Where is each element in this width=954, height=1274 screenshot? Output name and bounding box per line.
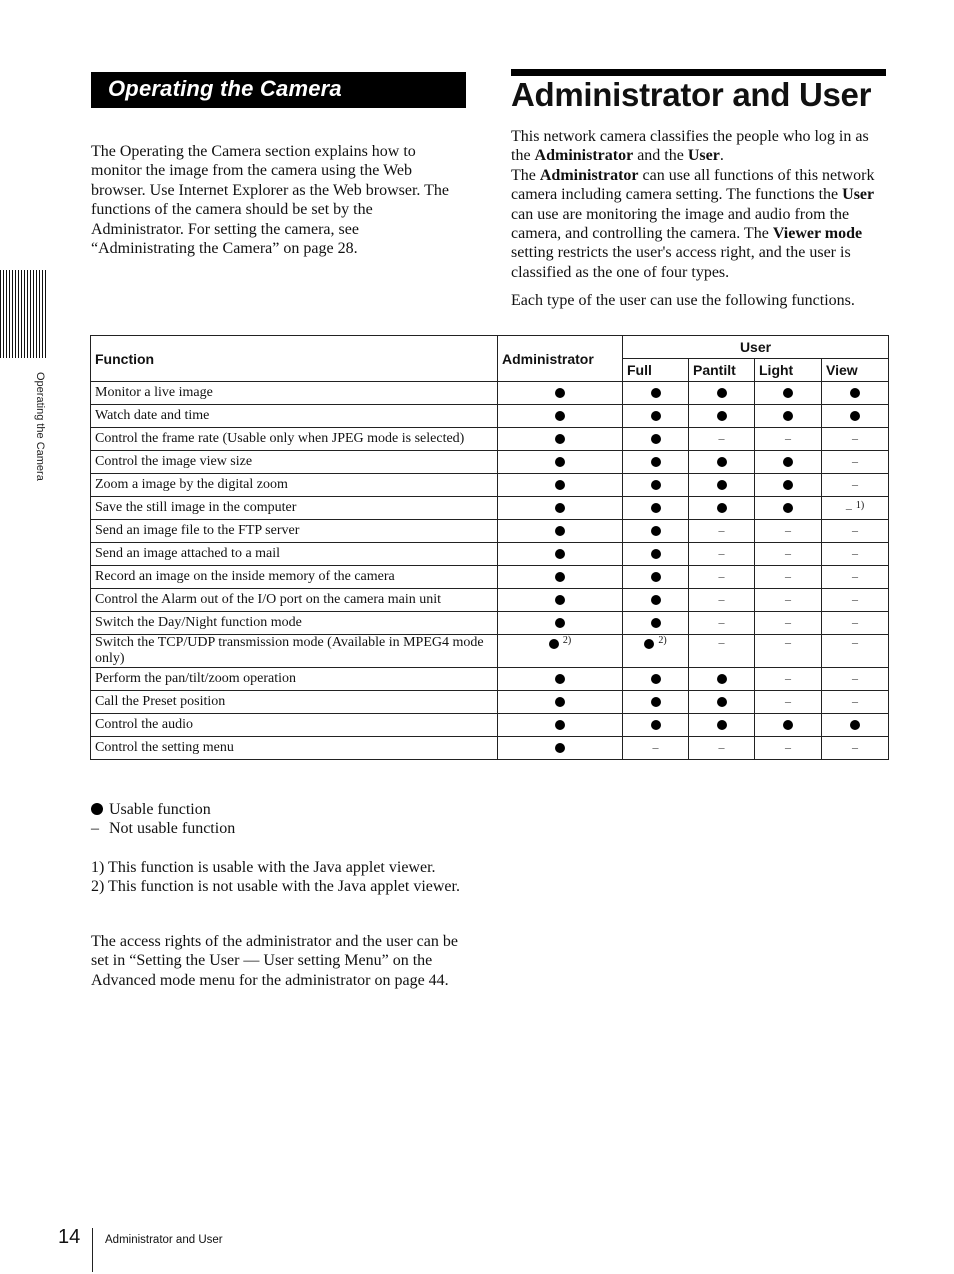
header-light: Light bbox=[755, 359, 822, 382]
filled-circle-icon bbox=[555, 503, 565, 513]
cell-full bbox=[623, 737, 689, 760]
filled-circle-icon bbox=[555, 595, 565, 605]
function-cell: Watch date and time bbox=[91, 405, 498, 428]
cell-full bbox=[623, 405, 689, 428]
side-tab-marker bbox=[0, 270, 46, 358]
cell-view bbox=[822, 451, 889, 474]
cell-pantilt bbox=[689, 451, 755, 474]
table-row bbox=[91, 543, 889, 566]
filled-circle-icon bbox=[783, 388, 793, 398]
table-row bbox=[91, 714, 889, 737]
cell-view bbox=[822, 635, 889, 668]
dash-mark: – bbox=[852, 477, 858, 491]
intro-text: can use are monitoring the image and audio from the camera, and controlling the camera. The bbox=[511, 205, 850, 243]
function-table bbox=[90, 335, 889, 760]
cell-administrator bbox=[498, 566, 623, 589]
cell-light bbox=[755, 474, 822, 497]
cell-full bbox=[623, 691, 689, 714]
table-row bbox=[91, 428, 889, 451]
filled-circle-icon bbox=[651, 697, 661, 707]
cell-view bbox=[822, 520, 889, 543]
cell-light bbox=[755, 612, 822, 635]
intro-bold-term: Administrator bbox=[539, 166, 639, 184]
cell-administrator bbox=[498, 543, 623, 566]
function-cell: Control the setting menu bbox=[91, 737, 498, 760]
filled-circle-icon bbox=[651, 595, 661, 605]
cell-administrator bbox=[498, 382, 623, 405]
dash-mark: – bbox=[785, 694, 791, 708]
cell-administrator bbox=[498, 497, 623, 520]
dash-mark: – bbox=[91, 820, 99, 837]
cell-view bbox=[822, 612, 889, 635]
filled-circle-icon bbox=[651, 674, 661, 684]
cell-light bbox=[755, 714, 822, 737]
function-cell: Send an image file to the FTP server bbox=[91, 520, 498, 543]
function-cell: Switch the TCP/UDP transmission mode (Available in MPEG4 mode only) bbox=[91, 635, 498, 668]
dash-mark: – bbox=[718, 592, 725, 606]
table-row bbox=[91, 612, 889, 635]
filled-circle-icon bbox=[850, 411, 860, 421]
cell-view bbox=[822, 566, 889, 589]
filled-circle-icon bbox=[717, 411, 727, 421]
filled-circle-icon bbox=[555, 457, 565, 467]
cell-pantilt bbox=[689, 543, 755, 566]
filled-circle-icon bbox=[651, 720, 661, 730]
cell-administrator bbox=[498, 691, 623, 714]
cell-light bbox=[755, 668, 822, 691]
section-heading: Operating the Camera bbox=[108, 76, 342, 101]
legend-usable bbox=[91, 800, 211, 819]
table-row bbox=[91, 474, 889, 497]
dash-mark: – bbox=[718, 523, 725, 537]
filled-circle-icon bbox=[783, 720, 793, 730]
function-cell: Control the Alarm out of the I/O port on the camera main unit bbox=[91, 589, 498, 612]
page-title: Administrator and User bbox=[511, 76, 872, 113]
filled-circle-icon bbox=[555, 720, 565, 730]
intro-bold-term: User bbox=[687, 147, 720, 165]
filled-circle-icon bbox=[651, 457, 661, 467]
cell-light bbox=[755, 543, 822, 566]
dash-mark: – bbox=[785, 615, 791, 629]
dash-mark: – bbox=[785, 740, 791, 754]
cell-light bbox=[755, 428, 822, 451]
filled-circle-icon bbox=[555, 549, 565, 559]
function-cell: Send an image attached to a mail bbox=[91, 543, 498, 566]
cell-administrator bbox=[498, 589, 623, 612]
cell-full bbox=[623, 589, 689, 612]
cell-pantilt bbox=[689, 589, 755, 612]
cell-pantilt bbox=[689, 474, 755, 497]
cell-light bbox=[755, 737, 822, 760]
cell-pantilt bbox=[689, 520, 755, 543]
cell-pantilt bbox=[689, 566, 755, 589]
filled-circle-icon bbox=[783, 503, 793, 513]
table-row bbox=[91, 635, 889, 668]
filled-circle-icon bbox=[717, 720, 727, 730]
filled-circle-icon bbox=[555, 434, 565, 444]
table-row bbox=[91, 737, 889, 760]
cell-pantilt bbox=[689, 714, 755, 737]
table-row bbox=[91, 691, 889, 714]
cell-pantilt bbox=[689, 668, 755, 691]
intro-bold-term: Viewer mode bbox=[772, 225, 863, 243]
cell-administrator bbox=[498, 428, 623, 451]
filled-circle-icon bbox=[555, 526, 565, 536]
filled-circle-icon bbox=[651, 572, 661, 582]
cell-pantilt bbox=[689, 405, 755, 428]
footnote-1: 1) This function is usable with the Java applet viewer. bbox=[91, 859, 436, 876]
cell-administrator bbox=[498, 520, 623, 543]
table-row bbox=[91, 497, 889, 520]
table-row bbox=[91, 382, 889, 405]
dash-mark: – bbox=[785, 671, 791, 685]
cell-administrator bbox=[498, 451, 623, 474]
intro-bold-term: User bbox=[842, 186, 875, 204]
dash-mark: – bbox=[785, 431, 791, 445]
filled-circle-icon bbox=[717, 480, 727, 490]
table-row bbox=[91, 520, 889, 543]
dash-mark: – bbox=[718, 546, 725, 560]
filled-circle-icon bbox=[717, 674, 727, 684]
dash-mark: – bbox=[852, 431, 858, 445]
dash-mark: – bbox=[718, 740, 725, 754]
filled-circle-icon bbox=[91, 803, 103, 815]
filled-circle-icon bbox=[651, 503, 661, 513]
intro-text: This network camera classifies the people who log in as the bbox=[511, 128, 869, 165]
cell-pantilt bbox=[689, 497, 755, 520]
filled-circle-icon bbox=[651, 388, 661, 398]
filled-circle-icon bbox=[651, 434, 661, 444]
filled-circle-icon bbox=[717, 388, 727, 398]
cell-light bbox=[755, 520, 822, 543]
cell-pantilt bbox=[689, 635, 755, 668]
dash-mark: – bbox=[718, 615, 725, 629]
dash-mark: – bbox=[718, 431, 725, 445]
cell-view bbox=[822, 589, 889, 612]
dash-mark: – bbox=[852, 615, 858, 629]
function-cell: Zoom a image by the digital zoom bbox=[91, 474, 498, 497]
cell-full bbox=[623, 520, 689, 543]
table-row bbox=[91, 589, 889, 612]
intro-text: . bbox=[719, 147, 724, 165]
function-cell: Perform the pan/tilt/zoom operation bbox=[91, 668, 498, 691]
cell-full bbox=[623, 612, 689, 635]
footer-divider bbox=[92, 1228, 93, 1272]
filled-circle-icon bbox=[549, 639, 559, 649]
filled-circle-icon bbox=[651, 411, 661, 421]
table-row bbox=[91, 668, 889, 691]
filled-circle-icon bbox=[850, 720, 860, 730]
cell-full bbox=[623, 451, 689, 474]
cell-pantilt bbox=[689, 382, 755, 405]
cell-light bbox=[755, 382, 822, 405]
function-cell: Monitor a live image bbox=[91, 382, 498, 405]
cell-view bbox=[822, 543, 889, 566]
filled-circle-icon bbox=[783, 480, 793, 490]
cell-full bbox=[623, 635, 689, 668]
header-user: User bbox=[623, 336, 889, 359]
cell-view bbox=[822, 497, 889, 520]
cell-view bbox=[822, 382, 889, 405]
intro-text: The bbox=[511, 166, 540, 184]
cell-full bbox=[623, 382, 689, 405]
cell-pantilt bbox=[689, 612, 755, 635]
footer-label: Administrator and User bbox=[105, 1234, 223, 1246]
header-full: Full bbox=[623, 359, 689, 382]
filled-circle-icon bbox=[555, 697, 565, 707]
cell-view bbox=[822, 714, 889, 737]
intro-text: setting restricts the user's access right, and the user is classified as the one of four types. bbox=[511, 244, 851, 281]
function-cell: Control the frame rate (Usable only when JPEG mode is selected) bbox=[91, 428, 498, 451]
filled-circle-icon bbox=[651, 549, 661, 559]
dash-mark: – bbox=[785, 569, 791, 583]
function-cell: Save the still image in the computer bbox=[91, 497, 498, 520]
cell-view bbox=[822, 405, 889, 428]
cell-full bbox=[623, 714, 689, 737]
cell-pantilt bbox=[689, 691, 755, 714]
cell-light bbox=[755, 497, 822, 520]
cell-full bbox=[623, 668, 689, 691]
legend-usable-label: Usable function bbox=[109, 801, 211, 818]
dash-mark: – bbox=[785, 523, 791, 537]
legend-not-usable-label: Not usable function bbox=[109, 820, 236, 837]
filled-circle-icon bbox=[555, 743, 565, 753]
section-heading-bar bbox=[91, 72, 466, 108]
filled-circle-icon bbox=[555, 411, 565, 421]
filled-circle-icon bbox=[555, 388, 565, 398]
filled-circle-icon bbox=[555, 618, 565, 628]
dash-mark: – bbox=[785, 546, 791, 560]
dash-mark: – bbox=[718, 635, 725, 649]
filled-circle-icon bbox=[717, 697, 727, 707]
table-body bbox=[91, 382, 889, 760]
dash-mark: – bbox=[852, 523, 858, 537]
table-row bbox=[91, 405, 889, 428]
filled-circle-icon bbox=[555, 480, 565, 490]
cell-full bbox=[623, 474, 689, 497]
function-cell: Control the audio bbox=[91, 714, 498, 737]
filled-circle-icon bbox=[717, 457, 727, 467]
dash-mark: – bbox=[785, 635, 791, 649]
function-cell: Call the Preset position bbox=[91, 691, 498, 714]
page-number: 14 bbox=[58, 1226, 81, 1248]
side-tab-label: Operating the Camera bbox=[34, 372, 46, 481]
dash-mark: – bbox=[652, 740, 659, 754]
cell-view bbox=[822, 737, 889, 760]
cell-light bbox=[755, 451, 822, 474]
cell-view bbox=[822, 668, 889, 691]
cell-pantilt bbox=[689, 737, 755, 760]
cell-administrator bbox=[498, 405, 623, 428]
cell-light bbox=[755, 635, 822, 668]
dash-mark: – bbox=[852, 454, 858, 468]
dash-mark: – bbox=[852, 592, 858, 606]
filled-circle-icon bbox=[783, 457, 793, 467]
cell-light bbox=[755, 589, 822, 612]
cell-administrator bbox=[498, 714, 623, 737]
dash-mark: – bbox=[852, 671, 858, 685]
dash-mark: – bbox=[852, 740, 858, 754]
footnote-ref: 1) bbox=[855, 499, 865, 511]
footnote-2: 2) This function is not usable with the Java applet viewer. bbox=[91, 878, 460, 895]
cell-full bbox=[623, 428, 689, 451]
legend-not-usable bbox=[91, 819, 235, 838]
intro-left-paragraph: The Operating the Camera section explains how to monitor the image from the camera using the Web browser. Use Internet Explorer as the Web browser. The functions of the camera should be set by the Administrator. For setting the camera, see “Administrating the Camera” on page 28. bbox=[91, 143, 450, 258]
dash-mark: – bbox=[852, 569, 858, 583]
cell-administrator bbox=[498, 668, 623, 691]
cell-administrator bbox=[498, 635, 623, 668]
cell-administrator bbox=[498, 737, 623, 760]
cell-light bbox=[755, 566, 822, 589]
cell-view bbox=[822, 428, 889, 451]
cell-full bbox=[623, 497, 689, 520]
filled-circle-icon bbox=[555, 674, 565, 684]
function-cell: Control the image view size bbox=[91, 451, 498, 474]
dash-mark: – bbox=[718, 569, 725, 583]
filled-circle-icon bbox=[555, 572, 565, 582]
dash-mark: – bbox=[852, 694, 858, 708]
dash-mark: – bbox=[852, 546, 858, 560]
intro-text: can use all functions of this network camera including camera setting. The functions the bbox=[511, 166, 875, 204]
table-row bbox=[91, 566, 889, 589]
filled-circle-icon bbox=[651, 480, 661, 490]
dash-mark: – bbox=[785, 592, 791, 606]
footnote-ref: 2) bbox=[658, 635, 667, 646]
cell-full bbox=[623, 543, 689, 566]
header-administrator: Administrator bbox=[498, 336, 623, 382]
filled-circle-icon bbox=[651, 618, 661, 628]
intro-bold-term: Administrator bbox=[534, 147, 634, 165]
header-view: View bbox=[822, 359, 889, 382]
access-rights-paragraph: The access rights of the administrator and the user can be set in “Setting the User — User setting Menu” on the Advanced mode menu for the administrator on page 44. bbox=[91, 933, 458, 989]
filled-circle-icon bbox=[850, 388, 860, 398]
table-row bbox=[91, 451, 889, 474]
dash-mark: – bbox=[845, 500, 852, 515]
dash-mark: – bbox=[852, 635, 858, 649]
cell-full bbox=[623, 566, 689, 589]
filled-circle-icon bbox=[644, 639, 654, 649]
title-rule bbox=[511, 69, 886, 76]
footnote-ref: 2) bbox=[562, 635, 572, 646]
function-cell: Record an image on the inside memory of the camera bbox=[91, 566, 498, 589]
cell-view bbox=[822, 691, 889, 714]
each-type-paragraph: Each type of the user can use the following functions. bbox=[511, 292, 855, 309]
cell-pantilt bbox=[689, 428, 755, 451]
cell-light bbox=[755, 405, 822, 428]
cell-view bbox=[822, 474, 889, 497]
filled-circle-icon bbox=[651, 526, 661, 536]
cell-light bbox=[755, 691, 822, 714]
cell-administrator bbox=[498, 612, 623, 635]
function-cell: Switch the Day/Night function mode bbox=[91, 612, 498, 635]
header-pantilt: Pantilt bbox=[689, 359, 755, 382]
filled-circle-icon bbox=[717, 503, 727, 513]
intro-right-paragraph bbox=[511, 127, 891, 282]
header-function: Function bbox=[91, 336, 498, 382]
filled-circle-icon bbox=[783, 411, 793, 421]
intro-text: and the bbox=[633, 147, 688, 165]
cell-administrator bbox=[498, 474, 623, 497]
